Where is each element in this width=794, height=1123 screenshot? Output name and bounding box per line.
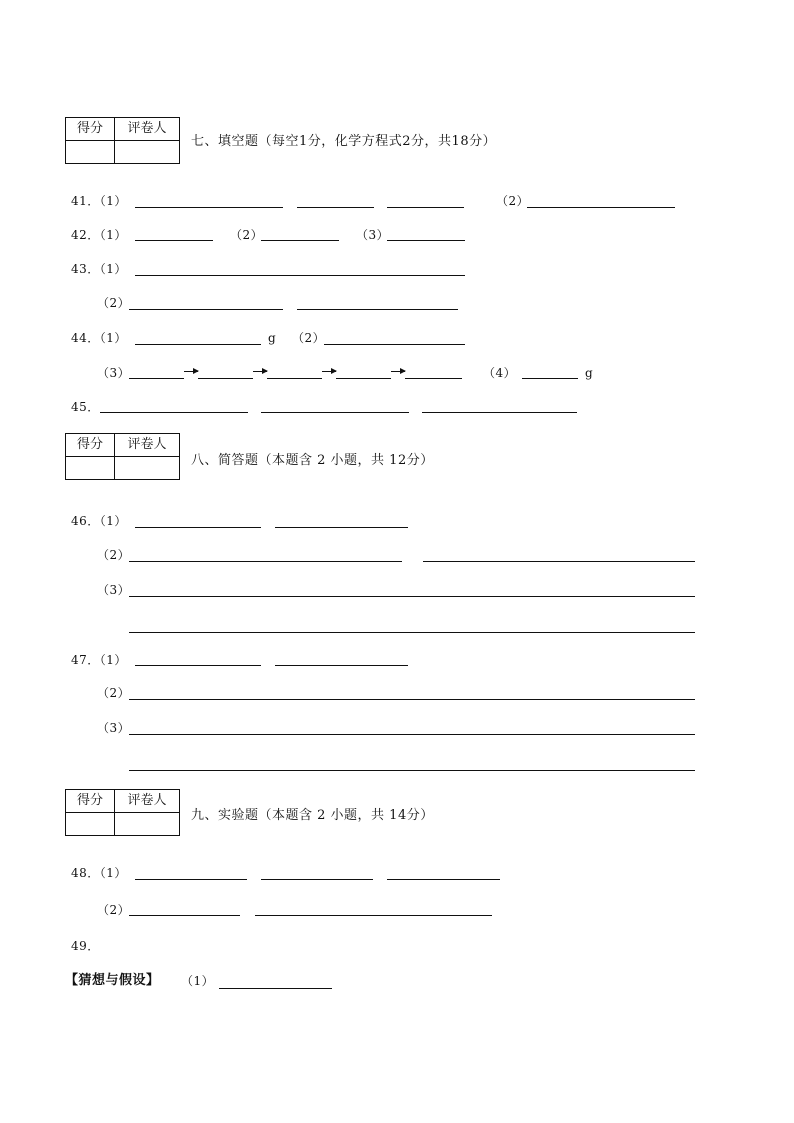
q47-blank-1[interactable] (135, 665, 261, 666)
q48-blank-1[interactable] (135, 879, 247, 880)
q47-label-2: （2） (97, 686, 131, 700)
q44-blank-4[interactable] (522, 378, 578, 379)
grader-cell[interactable] (115, 813, 180, 836)
guess-blank-1[interactable] (219, 988, 332, 989)
q42-blank-2[interactable] (261, 240, 339, 241)
q44-label: 44．（1） (71, 331, 127, 345)
q48-blank-5[interactable] (255, 915, 492, 916)
guess-label-1: （1） (181, 974, 215, 988)
arrow-icon (391, 371, 405, 372)
arrow-icon (184, 371, 198, 372)
score-box-8 (65, 433, 180, 480)
q47-label-3: （3） (97, 721, 131, 735)
q48-blank-2[interactable] (261, 879, 373, 880)
q41-blank-3[interactable] (387, 207, 464, 208)
section-title-7: 七、填空题（每空1分，化学方程式2分，共18分） (191, 134, 497, 149)
q46-label-3: （3） (97, 583, 131, 597)
score-cell[interactable] (66, 813, 115, 836)
q45-label: 45． (71, 400, 100, 414)
q41-blank-4[interactable] (527, 207, 675, 208)
q44-label-3: （3） (97, 366, 131, 380)
q46-blank-3[interactable] (129, 561, 402, 562)
q44-seq-blank-4[interactable] (336, 378, 391, 379)
q41-label: 41．（1） (71, 194, 127, 208)
score-box-7 (65, 117, 180, 164)
q41-blank-2[interactable] (297, 207, 374, 208)
q46-label: 46．（1） (71, 514, 127, 528)
q44-label-2: （2） (292, 331, 326, 345)
q44-label-4: （4） (483, 366, 517, 380)
q44-seq-blank-3[interactable] (267, 378, 322, 379)
q42-label-2: （2） (230, 228, 264, 242)
q44-unit-2: g (585, 366, 594, 380)
q44-blank-1[interactable] (135, 344, 261, 345)
grader-header: 评卷人 (115, 118, 180, 141)
q47-blank-2[interactable] (275, 665, 408, 666)
q42-blank-3[interactable] (387, 240, 465, 241)
q44-seq-blank-1[interactable] (129, 378, 184, 379)
q49-label: 49． (71, 939, 100, 953)
q45-blank-2[interactable] (261, 412, 409, 413)
grader-cell[interactable] (115, 141, 180, 164)
q42-label: 42．（1） (71, 228, 127, 242)
score-header: 得分 (66, 118, 115, 141)
q46-blank-6[interactable] (129, 632, 695, 633)
q47-blank-4[interactable] (129, 734, 695, 735)
q42-blank-1[interactable] (135, 240, 213, 241)
section-title-8: 八、简答题（本题含 2 小题，共 12分） (191, 453, 434, 468)
score-header: 得分 (66, 790, 115, 813)
arrow-icon (322, 371, 336, 372)
grader-header: 评卷人 (115, 434, 180, 457)
score-cell[interactable] (66, 457, 115, 480)
q48-blank-3[interactable] (387, 879, 500, 880)
q44-seq-blank-2[interactable] (198, 378, 253, 379)
q46-blank-1[interactable] (135, 527, 261, 528)
grader-cell[interactable] (115, 457, 180, 480)
q43-blank-2[interactable] (129, 309, 283, 310)
q45-blank-1[interactable] (100, 412, 248, 413)
q47-blank-3[interactable] (129, 699, 695, 700)
section-title-9: 九、实验题（本题含 2 小题，共 14分） (191, 808, 434, 823)
q43-blank-1[interactable] (135, 275, 465, 276)
q43-label-2: （2） (97, 296, 131, 310)
grader-header: 评卷人 (115, 790, 180, 813)
q44-unit-1: g (268, 331, 277, 345)
q47-label: 47．（1） (71, 653, 127, 667)
score-box-9 (65, 789, 180, 836)
score-header: 得分 (66, 434, 115, 457)
q48-label: 48．（1） (71, 866, 127, 880)
q46-label-2: （2） (97, 548, 131, 562)
q46-blank-4[interactable] (423, 561, 695, 562)
guess-heading: 【猜想与假设】 (65, 973, 160, 988)
q44-seq-blank-5[interactable] (405, 378, 462, 379)
q45-blank-3[interactable] (422, 412, 577, 413)
q44-blank-2[interactable] (324, 344, 465, 345)
q43-label: 43．（1） (71, 262, 127, 276)
q43-blank-3[interactable] (297, 309, 458, 310)
q47-blank-5[interactable] (129, 770, 695, 771)
q46-blank-5[interactable] (129, 596, 695, 597)
q48-label-2: （2） (97, 903, 131, 917)
q46-blank-2[interactable] (275, 527, 408, 528)
q48-blank-4[interactable] (129, 915, 240, 916)
score-cell[interactable] (66, 141, 115, 164)
q41-label-2: （2） (496, 194, 530, 208)
q41-blank-1[interactable] (135, 207, 283, 208)
q42-label-3: （3） (356, 228, 390, 242)
arrow-icon (253, 371, 267, 372)
